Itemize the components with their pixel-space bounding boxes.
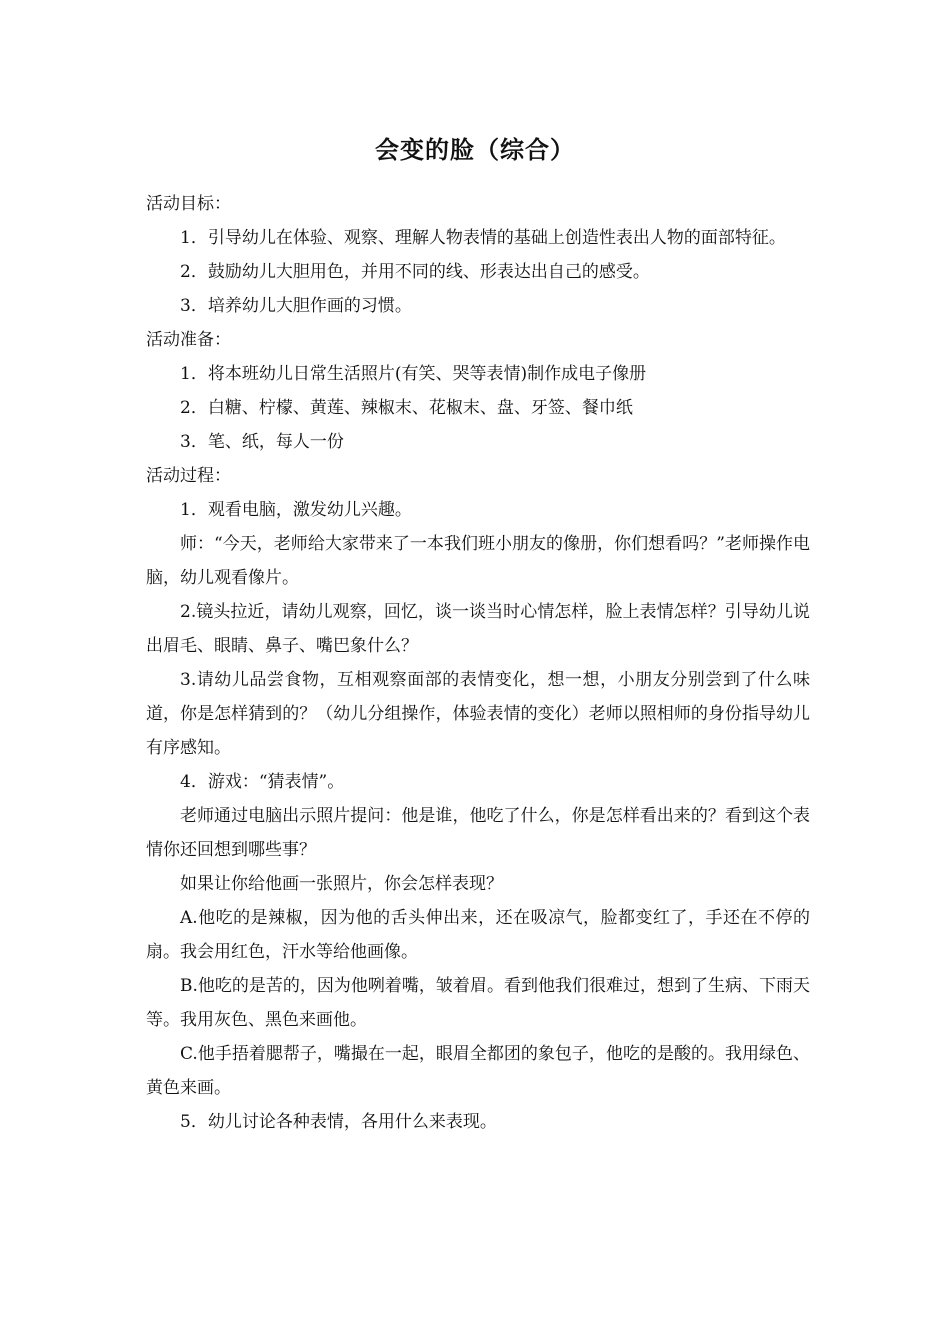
process-item: 如果让你给他画一张照片，你会怎样表现？ [180,874,503,894]
preparation-item: 3．笔、纸，每人一份 [180,432,344,452]
document-title: 会变的脸（综合） [375,136,575,164]
goal-item: 1．引导幼儿在体验、观察、理解人物表情的基础上创造性表出人物的面部特征。 [180,228,786,248]
process-item: A.他吃的是辣椒，因为他的舌头伸出来，还在吸凉气，脸都变红了，手还在不停的扇。我会用红色，汗水等给他画像。 [146,908,810,962]
document-body [146,187,810,1139]
goal-item: 3．培养幼儿大胆作画的习惯。 [180,296,412,316]
process-item: 师：“今天，老师给大家带来了一本我们班小朋友的像册，你们想看吗？”老师操作电脑，幼儿观看像片。 [146,534,810,588]
process-item: 3.请幼儿品尝食物，互相观察面部的表情变化，想一想，小朋友分别尝到了什么味道，你是怎样猜到的？（幼儿分组操作，体验表情的变化）老师以照相师的身份指导幼儿有序感知。 [146,670,810,758]
process-item: 1．观看电脑，激发幼儿兴趣。 [180,500,412,520]
preparation-item: 1．将本班幼儿日常生活照片(有笑、哭等表情)制作成电子像册 [180,364,647,384]
goal-item: 2．鼓励幼儿大胆用色，并用不同的线、形表达出自己的感受。 [180,262,650,282]
section-heading-goals: 活动目标： [146,194,231,214]
process-item: 老师通过电脑出示照片提问：他是谁，他吃了什么，你是怎样看出来的？看到这个表情你还回想到哪些事？ [146,806,810,860]
section-heading-preparation: 活动准备： [146,330,231,350]
process-item: 2.镜头拉近，请幼儿观察，回忆，谈一谈当时心情怎样，脸上表情怎样？引导幼儿说出眉毛、眼睛、鼻子、嘴巴象什么？ [146,602,810,656]
preparation-item: 2．白糖、柠檬、黄莲、辣椒末、花椒末、盘、牙签、餐巾纸 [180,398,633,418]
section-heading-process: 活动过程： [146,466,231,486]
process-item: 4．游戏：“猜表情”。 [180,772,345,792]
process-item: B.他吃的是苦的，因为他咧着嘴，皱着眉。看到他我们很难过，想到了生病、下雨天等。我用灰色、黑色来画他。 [146,976,810,1030]
process-item: C.他手捂着腮帮子，嘴撮在一起，眼眉全都团的象包子，他吃的是酸的。我用绿色、黄色来画。 [146,1044,810,1098]
process-item: 5．幼儿讨论各种表情，各用什么来表现。 [180,1112,497,1132]
